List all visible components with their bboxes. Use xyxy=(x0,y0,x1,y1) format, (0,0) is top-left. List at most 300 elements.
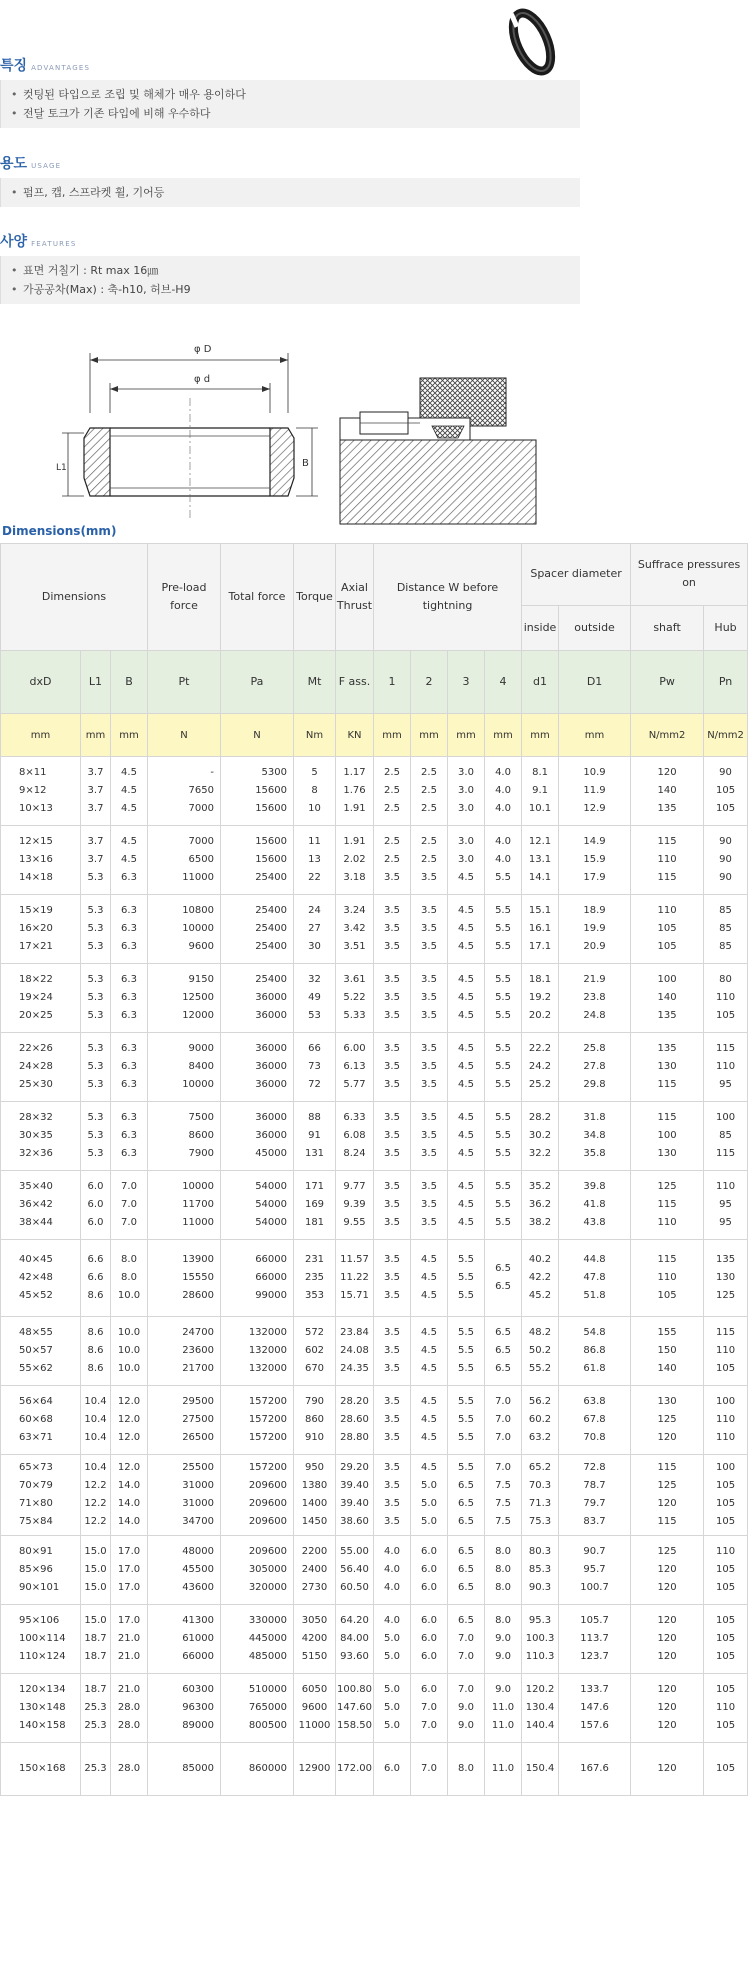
cell-line: 28.20 xyxy=(340,1396,369,1407)
cell-line: 120 xyxy=(657,1582,677,1593)
cell-line: 140 xyxy=(657,1363,677,1374)
cell-line: 105 xyxy=(716,1010,736,1021)
cell-line: 67.8 xyxy=(583,1414,606,1425)
cell-line: 4.5 xyxy=(458,992,474,1003)
table-cell xyxy=(148,895,221,964)
table-row xyxy=(1,1386,748,1455)
cell-line: 7.5 xyxy=(495,1516,511,1527)
cell-line: 105 xyxy=(716,1615,736,1626)
cell-line: 7.0 xyxy=(495,1414,511,1425)
cell-line: 61.8 xyxy=(583,1363,606,1374)
symbol-cell: Pn xyxy=(704,651,748,714)
table-cell xyxy=(704,895,748,964)
dimensions-title: Dimensions(mm) xyxy=(2,524,117,538)
cell-line: 11000 xyxy=(298,1720,331,1731)
table-row xyxy=(1,964,748,1033)
cell-line: 12.0 xyxy=(117,1396,141,1407)
cell-line: 60.50 xyxy=(340,1582,369,1593)
cell-line: 6.5 xyxy=(458,1516,474,1527)
cell-line: 7.0 xyxy=(495,1396,511,1407)
cell-line: 135 xyxy=(657,803,677,814)
symbol-cell: L1 xyxy=(81,651,111,714)
cell-line: 3050 xyxy=(301,1615,328,1626)
table-cell xyxy=(81,964,111,1033)
cell-line: 7.0 xyxy=(121,1217,137,1228)
cell-line: 9.0 xyxy=(458,1702,474,1713)
unit-cell: mm xyxy=(485,714,522,757)
cell-line: 10.4 xyxy=(84,1462,107,1473)
cell-line: 40.2 xyxy=(528,1254,552,1265)
table-cell xyxy=(221,895,294,964)
cell-line: 1400 xyxy=(301,1498,328,1509)
table-row xyxy=(1,1240,748,1317)
cell-line: 15.0 xyxy=(84,1546,107,1557)
cell-line: 6.0 xyxy=(87,1199,104,1210)
cell-line: 3.5 xyxy=(384,923,400,934)
table-cell xyxy=(221,1033,294,1102)
table-cell xyxy=(559,1102,631,1171)
cell-line: 6.5 xyxy=(495,1327,511,1338)
cell-line: 157200 xyxy=(248,1432,287,1443)
table-cell xyxy=(411,1743,448,1796)
table-cell xyxy=(631,1240,704,1317)
table-row xyxy=(1,826,748,895)
table-cell xyxy=(81,1102,111,1171)
cell-line: 35.2 xyxy=(528,1181,552,1192)
cell-line: 84.00 xyxy=(340,1633,369,1644)
cell-line: 115 xyxy=(657,1199,677,1210)
table-cell xyxy=(559,1240,631,1317)
table-cell xyxy=(522,1317,559,1386)
cell-line: 25.8 xyxy=(583,1043,606,1054)
cell-line: 235 xyxy=(304,1272,325,1283)
table-cell xyxy=(559,895,631,964)
table-cell xyxy=(374,1743,411,1796)
cell-line: 66000 xyxy=(255,1272,287,1283)
cell-line: 10.0 xyxy=(117,1290,141,1301)
table-cell xyxy=(221,1743,294,1796)
cell-line: 3.5 xyxy=(421,905,437,916)
cell-line: 132000 xyxy=(248,1363,287,1374)
cell-line: 5.5 xyxy=(458,1327,474,1338)
cell-line: 4.5 xyxy=(421,1345,437,1356)
table-cell xyxy=(448,757,485,826)
cell-line: 147.60 xyxy=(337,1702,372,1713)
cell-line: 5.5 xyxy=(458,1254,474,1265)
cell-line: 1.91 xyxy=(343,836,366,847)
cell-line: 8.0 xyxy=(495,1582,511,1593)
cell-line: 510000 xyxy=(248,1684,287,1695)
table-cell xyxy=(336,1743,374,1796)
table-cell xyxy=(704,826,748,895)
cell-line: 95.7 xyxy=(583,1564,606,1575)
table-cell xyxy=(559,1386,631,1455)
cell-line: 4.5 xyxy=(421,1432,437,1443)
usage-title: 용도 USAGE xyxy=(0,156,62,172)
cell-line: 130×148 xyxy=(19,1702,66,1713)
table-cell xyxy=(522,1240,559,1317)
cell-line: 9.39 xyxy=(343,1199,366,1210)
table-cell xyxy=(221,1674,294,1743)
cell-line: 10000 xyxy=(182,1079,214,1090)
cell-line: 2.5 xyxy=(384,803,400,814)
table-cell xyxy=(1,1455,81,1536)
cell-line: 3.24 xyxy=(343,905,366,916)
table-cell xyxy=(111,826,148,895)
cell-line: 5.0 xyxy=(384,1651,400,1662)
cell-line: 132000 xyxy=(248,1345,287,1356)
cell-line: 485000 xyxy=(248,1651,287,1662)
cell-line: 860 xyxy=(304,1414,325,1425)
cell-line: 5 xyxy=(311,767,318,778)
cell-line: 3.5 xyxy=(384,1327,400,1338)
cell-line: 9600 xyxy=(188,941,214,952)
cell-line: 125 xyxy=(657,1181,677,1192)
cell-line: 36.2 xyxy=(528,1199,552,1210)
cell-line: 50×57 xyxy=(19,1345,53,1356)
cell-line: 25.3 xyxy=(84,1720,107,1731)
table-row xyxy=(1,757,748,826)
cell-line: 3.5 xyxy=(384,1480,400,1491)
cell-line: 28.0 xyxy=(117,1702,141,1713)
cell-line: 4.5 xyxy=(458,1010,474,1021)
cell-line: 49 xyxy=(308,992,321,1003)
cell-line: 7.0 xyxy=(421,1720,437,1731)
cell-line: 125 xyxy=(657,1546,677,1557)
cell-line: 9.0 xyxy=(495,1633,511,1644)
cell-line: 135 xyxy=(716,1254,736,1265)
header-hub: Hub xyxy=(704,605,748,650)
table-row xyxy=(1,1033,748,1102)
header-torque: Torque xyxy=(294,544,336,651)
cell-line: 100.7 xyxy=(580,1582,609,1593)
cell-line: 17.9 xyxy=(583,872,606,883)
table-cell xyxy=(485,1455,522,1536)
cell-line: 18.1 xyxy=(528,974,552,985)
cell-line xyxy=(485,1296,521,1314)
cell-line: 4.5 xyxy=(121,854,137,865)
cell-line: 105 xyxy=(716,1651,736,1662)
table-cell xyxy=(336,1171,374,1240)
cell-line: 55.2 xyxy=(528,1363,552,1374)
cell-line: 209600 xyxy=(248,1546,287,1557)
cell-line: 24.8 xyxy=(583,1010,606,1021)
cell-line: 5.5 xyxy=(458,1363,474,1374)
table-cell xyxy=(374,1033,411,1102)
cell-line: 4.5 xyxy=(458,1148,474,1159)
cell-line: 3.0 xyxy=(458,854,474,865)
cell-line: 4.0 xyxy=(384,1582,400,1593)
cell-line: 47.8 xyxy=(583,1272,606,1283)
cell-line: 5.5 xyxy=(458,1345,474,1356)
cell-line: 6.5 xyxy=(495,1263,511,1274)
header-outside: outside xyxy=(559,605,631,650)
symbol-cell: D1 xyxy=(559,651,631,714)
cell-line: 41300 xyxy=(182,1615,214,1626)
cell-line: 3.51 xyxy=(343,941,366,952)
cell-line: 31000 xyxy=(182,1498,214,1509)
table-cell xyxy=(559,1317,631,1386)
cell-line: 9150 xyxy=(188,974,214,985)
cell-line: 10.4 xyxy=(84,1432,107,1443)
cell-line: 8600 xyxy=(188,1130,214,1141)
features-title-en: FEATURES xyxy=(31,240,77,248)
table-cell xyxy=(294,1171,336,1240)
cell-line: 169 xyxy=(304,1199,325,1210)
unit-cell: mm xyxy=(448,714,485,757)
cell-line: 11.9 xyxy=(583,785,606,796)
unit-cell: N/mm2 xyxy=(631,714,704,757)
cell-line: 115 xyxy=(657,1254,677,1265)
table-cell xyxy=(704,1317,748,1386)
cell-line: 54000 xyxy=(255,1181,287,1192)
cell-line: 5.5 xyxy=(495,1112,511,1123)
table-cell xyxy=(485,1674,522,1743)
cell-line: 78.7 xyxy=(583,1480,606,1491)
table-cell xyxy=(374,1171,411,1240)
cell-line: 120 xyxy=(657,1684,677,1695)
cell-line: 6.33 xyxy=(343,1112,366,1123)
cell-line: 231 xyxy=(304,1254,325,1265)
cell-line: 6.3 xyxy=(121,905,137,916)
table-cell xyxy=(485,1171,522,1240)
cell-line: 110.3 xyxy=(525,1651,555,1662)
cell-line: 11 xyxy=(308,836,321,847)
table-cell xyxy=(1,1240,81,1317)
cell-line: 12.2 xyxy=(84,1498,107,1509)
cell-line: 123.7 xyxy=(580,1651,609,1662)
cell-line: 4.5 xyxy=(458,1217,474,1228)
cell-line: 17.1 xyxy=(528,941,552,952)
table-cell xyxy=(631,1743,704,1796)
cell-line: 110×124 xyxy=(19,1651,66,1662)
unit-cell: KN xyxy=(336,714,374,757)
cell-line: 2.5 xyxy=(384,785,400,796)
unit-cell: N/mm2 xyxy=(704,714,748,757)
cell-line: 28×32 xyxy=(19,1112,53,1123)
table-cell xyxy=(81,1536,111,1605)
cell-line: 8.6 xyxy=(87,1345,104,1356)
cell-line: 14.1 xyxy=(528,872,552,883)
cell-line: 19.2 xyxy=(528,992,552,1003)
table-cell xyxy=(294,1240,336,1317)
cell-line: 6.6 xyxy=(87,1272,104,1283)
cell-line: 120 xyxy=(657,1651,677,1662)
cell-line: 5.5 xyxy=(458,1290,474,1301)
cell-line: 140×158 xyxy=(19,1720,66,1731)
cell-line: 157200 xyxy=(248,1396,287,1407)
table-cell xyxy=(1,1674,81,1743)
cell-line: 5.77 xyxy=(343,1079,366,1090)
cell-line: 15.0 xyxy=(84,1582,107,1593)
cell-line: 3.5 xyxy=(384,941,400,952)
unit-cell: mm xyxy=(559,714,631,757)
cell-line: 36000 xyxy=(255,1112,287,1123)
cell-line: 158.50 xyxy=(337,1720,372,1731)
dimensions-table xyxy=(0,543,748,1796)
cell-line: 85 xyxy=(719,941,732,952)
cell-line: 12.0 xyxy=(117,1462,141,1473)
cell-line: 15550 xyxy=(182,1272,214,1283)
cell-line: 9.0 xyxy=(495,1684,511,1695)
cell-line: 115 xyxy=(657,836,677,847)
cell-line: 5.5 xyxy=(495,872,511,883)
table-cell xyxy=(448,1102,485,1171)
cell-line: 105 xyxy=(716,1498,736,1509)
cell-line: 85.3 xyxy=(528,1564,552,1575)
cell-line: 18.7 xyxy=(84,1684,107,1695)
cell-line: 39.40 xyxy=(340,1498,369,1509)
symbol-cell: d1 xyxy=(522,651,559,714)
cell-line: 113.7 xyxy=(580,1633,609,1644)
table-cell xyxy=(485,1536,522,1605)
cell-line: 4.5 xyxy=(421,1290,437,1301)
table-cell xyxy=(81,826,111,895)
cell-line: 105 xyxy=(716,1516,736,1527)
label-L1: L1 xyxy=(56,463,67,473)
usage-section xyxy=(0,150,580,207)
cell-line: 63.8 xyxy=(583,1396,606,1407)
cell-line: 9×12 xyxy=(19,785,47,796)
cell-line: 23600 xyxy=(182,1345,214,1356)
cell-line: 80×91 xyxy=(19,1546,53,1557)
cell-line: 5.0 xyxy=(421,1498,437,1509)
cell-line: 36000 xyxy=(255,1043,287,1054)
label-B: B xyxy=(302,458,309,469)
table-row xyxy=(1,1536,748,1605)
cell-line: 3.5 xyxy=(384,1217,400,1228)
cell-line: 105 xyxy=(716,1684,736,1695)
cell-line: 8.1 xyxy=(532,767,548,778)
cell-line: 5.3 xyxy=(87,1148,104,1159)
cell-line: 3.0 xyxy=(458,803,474,814)
cell-line: 70.8 xyxy=(583,1432,606,1443)
table-row xyxy=(1,1605,748,1674)
cell-line: 3.5 xyxy=(384,1199,400,1210)
cell-line: 16×20 xyxy=(19,923,53,934)
cell-line: 51.8 xyxy=(583,1290,606,1301)
cell-line: 5.3 xyxy=(87,1010,104,1021)
cell-line: 11.0 xyxy=(491,1763,515,1774)
table-cell xyxy=(704,1674,748,1743)
cell-line: 4.0 xyxy=(495,854,511,865)
cell-line: 7500 xyxy=(188,1112,214,1123)
cell-line: 75×84 xyxy=(19,1516,53,1527)
cell-line: 80.3 xyxy=(528,1546,552,1557)
cell-line: 5300 xyxy=(261,767,287,778)
cell-line: 5.5 xyxy=(458,1396,474,1407)
cell-line: 105 xyxy=(716,803,736,814)
symbol-cell: 3 xyxy=(448,651,485,714)
cell-line: 6.5 xyxy=(458,1564,474,1575)
cell-line: 110 xyxy=(716,1181,736,1192)
cell-line: 115 xyxy=(657,872,677,883)
cell-line: 28600 xyxy=(182,1290,214,1301)
cell-line: 120 xyxy=(657,1702,677,1713)
table-row xyxy=(1,1317,748,1386)
cell-line: 17.0 xyxy=(117,1615,141,1626)
cell-line: 6.3 xyxy=(121,1079,137,1090)
cell-line: 110 xyxy=(657,854,677,865)
features-section xyxy=(0,228,580,304)
cell-line: 120×134 xyxy=(19,1684,66,1695)
cell-line: 9.55 xyxy=(343,1217,366,1228)
cell-line: 5.5 xyxy=(495,1217,511,1228)
table-cell xyxy=(631,1605,704,1674)
cell-line: 100 xyxy=(716,1396,736,1407)
table-cell xyxy=(111,1536,148,1605)
table-cell xyxy=(221,964,294,1033)
table-cell xyxy=(559,964,631,1033)
cell-line: 5.5 xyxy=(495,941,511,952)
table-cell xyxy=(631,895,704,964)
cell-line: 5.5 xyxy=(495,1148,511,1159)
cell-line: 3.5 xyxy=(384,1112,400,1123)
cell-line: 21.9 xyxy=(583,974,606,985)
cell-line: 55.00 xyxy=(340,1546,369,1557)
cell-line: 4.5 xyxy=(458,1079,474,1090)
table-cell xyxy=(81,1317,111,1386)
table-cell xyxy=(336,1674,374,1743)
cell-line: 4200 xyxy=(301,1633,328,1644)
table-row xyxy=(1,1171,748,1240)
cell-line: 2.5 xyxy=(421,803,437,814)
cell-line: 860000 xyxy=(248,1763,287,1774)
cell-line: 5.0 xyxy=(384,1702,400,1713)
cell-line: 2.02 xyxy=(343,854,366,865)
table-cell xyxy=(704,1386,748,1455)
cell-line: 14.0 xyxy=(117,1480,141,1491)
table-cell xyxy=(704,1743,748,1796)
cell-line: 9000 xyxy=(188,1043,214,1054)
cell-line: 4.0 xyxy=(384,1564,400,1575)
cell-line: 3.0 xyxy=(458,767,474,778)
table-cell xyxy=(411,826,448,895)
cell-line: 7.0 xyxy=(121,1181,137,1192)
cell-line: 320000 xyxy=(248,1582,287,1593)
cell-line: 105 xyxy=(657,923,677,934)
table-cell xyxy=(111,757,148,826)
table-cell xyxy=(1,1743,81,1796)
table-cell xyxy=(111,1033,148,1102)
cell-line: 45000 xyxy=(255,1148,287,1159)
cell-line: 3.5 xyxy=(421,1148,437,1159)
cell-line: 12.1 xyxy=(528,836,552,847)
cell-line: 3.5 xyxy=(421,1061,437,1072)
cell-line: 110 xyxy=(657,1217,677,1228)
table-cell xyxy=(111,1605,148,1674)
cell-line: 5.5 xyxy=(458,1432,474,1443)
cell-line: 63.2 xyxy=(528,1432,552,1443)
cell-line: 40×45 xyxy=(19,1254,53,1265)
cell-line: 6.0 xyxy=(421,1684,437,1695)
cell-line: 6.0 xyxy=(421,1582,437,1593)
cell-line: 100 xyxy=(657,1130,677,1141)
table-cell xyxy=(374,1605,411,1674)
cell-line: 56.40 xyxy=(340,1564,369,1575)
table-cell xyxy=(336,1033,374,1102)
cell-line: 7.0 xyxy=(421,1763,437,1774)
table-cell xyxy=(111,1240,148,1317)
cell-line: 3.5 xyxy=(421,1079,437,1090)
cell-line: - xyxy=(210,767,214,778)
table-cell xyxy=(374,1317,411,1386)
cell-line: 2200 xyxy=(301,1546,328,1557)
cell-line: 150×168 xyxy=(19,1763,66,1774)
table-cell xyxy=(374,964,411,1033)
cell-line: 65.2 xyxy=(528,1462,552,1473)
table-cell xyxy=(559,1033,631,1102)
